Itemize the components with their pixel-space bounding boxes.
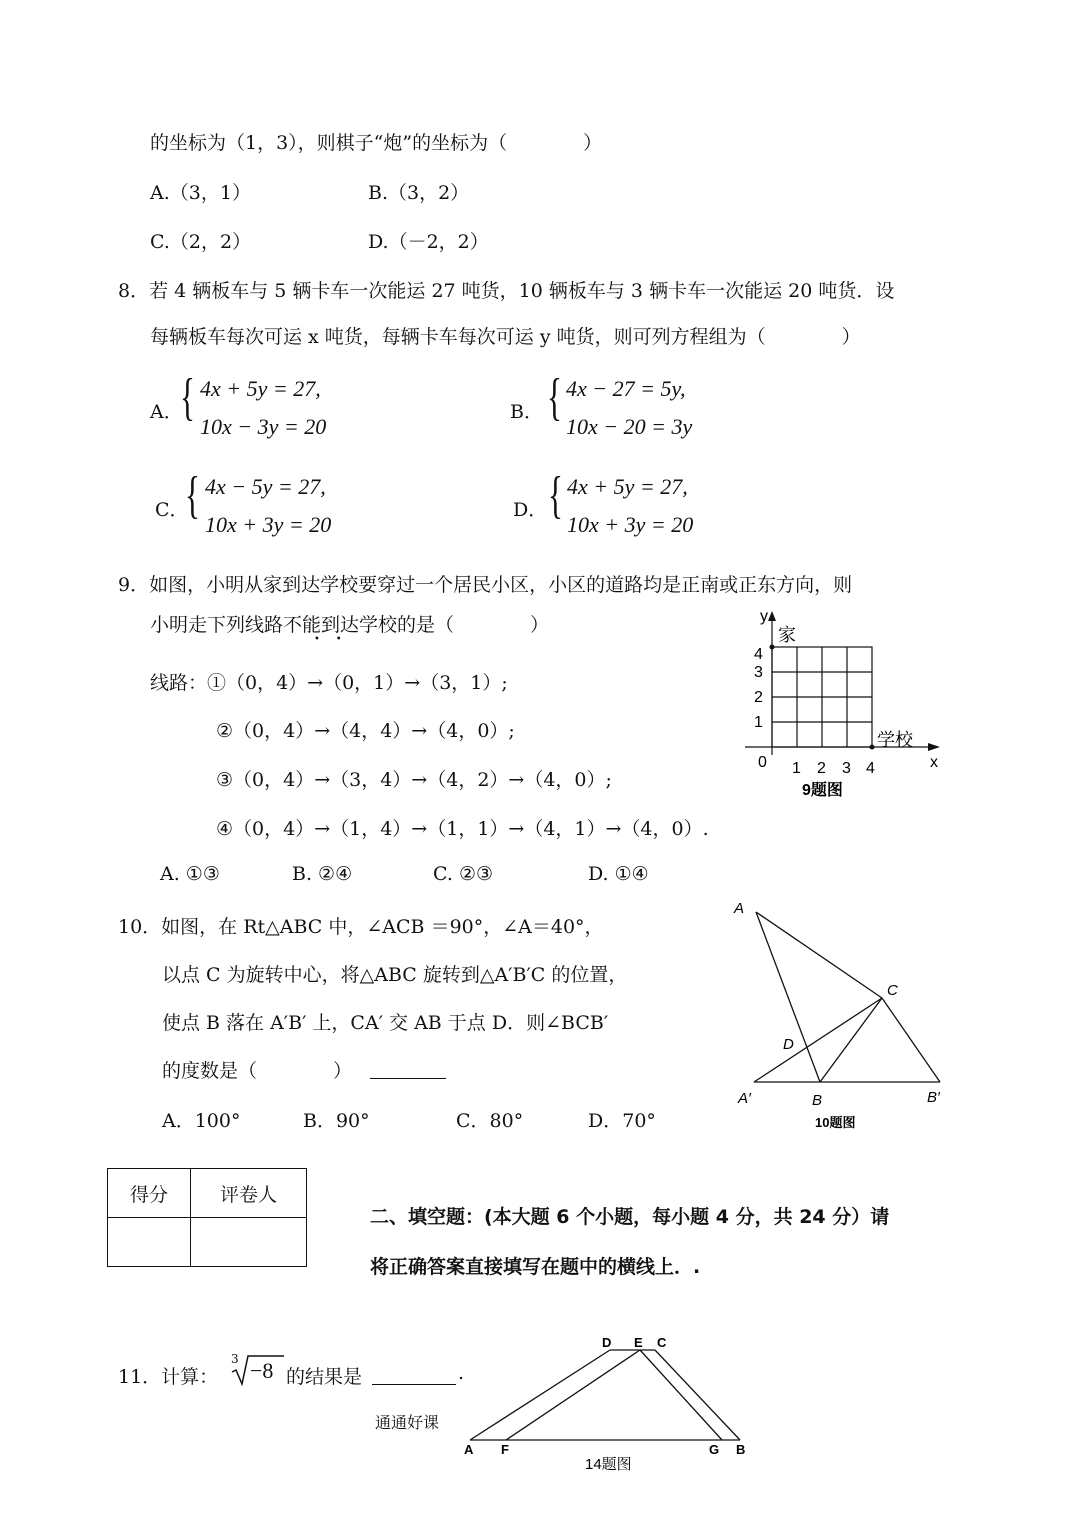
q8-option-b-label: B． xyxy=(510,401,543,423)
q9-route-4: ④（0，4）→（1，4）→（1，1）→（4，1）→（4，0）. xyxy=(216,818,709,840)
q10-option-c: C．80° xyxy=(456,1110,524,1132)
q8-option-b-eq1: 4x − 27 = 5y, xyxy=(566,376,686,401)
label-d: D xyxy=(783,1036,794,1053)
q11-period: . xyxy=(458,1362,465,1384)
q7-option-b: B.（3，2） xyxy=(368,182,470,204)
q11-answer-blank xyxy=(372,1384,456,1385)
x-tick-3: 3 xyxy=(842,760,851,777)
x-tick-1: 1 xyxy=(792,760,801,777)
label-c: C xyxy=(657,1335,667,1350)
label-a: A xyxy=(734,900,745,917)
q9-figure-caption: 9题图 xyxy=(802,782,843,799)
label-a: A xyxy=(464,1442,474,1457)
q11-suffix: 的结果是 xyxy=(286,1366,363,1388)
label-g: G xyxy=(709,1442,720,1457)
watermark-text: 通通好课 xyxy=(375,1413,440,1432)
label-a-prime: A′ xyxy=(738,1090,751,1107)
q14-figure-caption: 14题图 xyxy=(585,1456,632,1473)
grader-header: 评卷人 xyxy=(191,1169,307,1218)
q8-stem-line1: 8．若 4 辆板车与 5 辆卡车一次能运 27 吨货，10 辆板车与 3 辆卡车一次能运 20 吨货．设 xyxy=(118,280,895,302)
home-label: 家 xyxy=(778,625,796,645)
x-axis-label: x xyxy=(930,754,938,771)
radicand: −8 xyxy=(250,1358,274,1383)
segment-ac xyxy=(756,912,882,998)
q10-stem-line3: 使点 B 落在 A′B′ 上，CA′ 交 AB 于点 D．则∠BCB′ xyxy=(162,1012,609,1034)
x-tick-4: 4 xyxy=(866,760,875,777)
y-tick-1: 1 xyxy=(754,714,763,731)
q10-option-b: B．90° xyxy=(303,1110,370,1132)
q14-trapezoid-figure xyxy=(460,1330,760,1475)
q8-option-c-eq1: 4x − 5y = 27, xyxy=(205,474,326,499)
q9-option-b: B. ②④ xyxy=(292,863,353,885)
q8-option-a-brace: { xyxy=(180,369,195,426)
label-c: C xyxy=(887,982,898,999)
q8-option-a-eq1: 4x + 5y = 27, xyxy=(200,376,321,401)
q9-grid xyxy=(772,647,872,747)
x-tick-2: 2 xyxy=(817,760,826,777)
q10-triangle-figure xyxy=(730,895,955,1135)
q8-option-a-eq2: 10x − 3y = 20 xyxy=(200,414,327,439)
score-table xyxy=(107,1168,307,1267)
q10-answer-blank xyxy=(370,1078,446,1079)
segment-bc xyxy=(820,998,882,1082)
q10-stem-line2: 以点 C 为旋转中心，将△ABC 旋转到△A′B′C 的位置， xyxy=(162,964,628,986)
y-tick-4: 4 xyxy=(754,646,763,663)
segment-ca1 xyxy=(754,998,882,1082)
radical-index: 3 xyxy=(231,1352,239,1366)
label-e: E xyxy=(634,1335,643,1350)
label-b-prime: B′ xyxy=(927,1089,940,1106)
q9-route-3: ③（0，4）→（3，4）→（4，2）→（4，0）; xyxy=(216,769,612,791)
q10-option-d: D．70° xyxy=(588,1110,656,1132)
q10-option-a: A．100° xyxy=(162,1110,241,1132)
y-tick-2: 2 xyxy=(754,689,763,706)
q8-option-c-label: C． xyxy=(155,499,189,521)
q10-stem-line4: 的度数是（ ） xyxy=(162,1060,353,1082)
q9-stem-line1: 9．如图，小明从家到达学校要穿过一个居民小区，小区的道路均是正南或正东方向，则 xyxy=(118,574,853,596)
q8-option-a-label: A． xyxy=(150,401,183,423)
q8-option-b-brace: { xyxy=(547,369,562,426)
y-tick-3: 3 xyxy=(754,664,763,681)
y-axis-arrow xyxy=(768,611,776,621)
q8-option-c-brace: { xyxy=(185,467,200,524)
q7-stem-tail: 的坐标为（1，3），则棋子“炮”的坐标为（ ） xyxy=(150,132,603,154)
origin-label: 0 xyxy=(758,754,767,771)
segment-fe xyxy=(506,1350,640,1440)
q8-option-c-eq2: 10x + 3y = 20 xyxy=(205,512,332,537)
q9-grid-figure xyxy=(740,605,955,805)
segment-ad xyxy=(470,1350,610,1440)
q8-stem-line2: 每辆板车每次可运 x 吨货，每辆卡车每次可运 y 吨货，则可列方程组为（ ） xyxy=(150,326,861,348)
q8-option-d-label: D． xyxy=(513,499,548,521)
segment-cb1 xyxy=(882,998,940,1082)
segment-cb xyxy=(655,1350,740,1440)
q9-route-1: 线路：①（0，4）→（0，1）→（3，1）; xyxy=(150,672,508,694)
score-header: 得分 xyxy=(108,1169,191,1218)
label-f: F xyxy=(501,1442,509,1457)
q8-option-b-eq2: 10x − 20 = 3y xyxy=(566,414,693,439)
school-point xyxy=(870,745,875,750)
label-b: B xyxy=(812,1092,823,1109)
score-cell[interactable] xyxy=(108,1218,191,1267)
q8-option-d-eq2: 10x + 3y = 20 xyxy=(567,512,694,537)
segment-eg xyxy=(640,1350,722,1440)
label-b: B xyxy=(736,1442,746,1457)
q10-stem-line1: 10．如图，在 Rt△ABC 中，∠ACB ＝90°，∠A＝40°， xyxy=(118,916,604,938)
segment-ab xyxy=(756,912,820,1082)
q8-option-d-brace: { xyxy=(548,467,563,524)
q9-option-d: D. ①④ xyxy=(588,863,649,885)
q9-route-2: ②（0，4）→（4，4）→（4，0）; xyxy=(216,720,515,742)
y-axis-label: y xyxy=(760,608,768,625)
q7-option-d: D.（－2，2） xyxy=(368,231,489,253)
q8-option-d-eq1: 4x + 5y = 27, xyxy=(567,474,688,499)
q7-option-a: A.（3，1） xyxy=(150,182,251,204)
section2-heading-line1: 二、填空题：(本大题 6 个小题，每小题 4 分，共 24 分）请 xyxy=(370,1206,890,1228)
q9-stem-line2: 小明走下列线路不能到达学校的是（ ） xyxy=(150,614,550,636)
emphasis-dots: • • xyxy=(314,634,342,645)
q9-option-c: C. ②③ xyxy=(433,863,494,885)
section2-heading-line2: 将正确答案直接填写在题中的横线上．. xyxy=(370,1256,701,1278)
school-label: 学校 xyxy=(877,730,913,750)
home-point xyxy=(770,645,775,650)
q7-option-c: C.（2，2） xyxy=(150,231,252,253)
grader-cell[interactable] xyxy=(191,1218,307,1267)
q9-option-a: A. ①③ xyxy=(160,863,220,885)
q11-prefix: 11．计算： xyxy=(118,1366,219,1388)
label-d: D xyxy=(602,1335,612,1350)
q10-figure-caption: 10题图 xyxy=(815,1115,856,1130)
x-axis-arrow xyxy=(928,743,940,751)
